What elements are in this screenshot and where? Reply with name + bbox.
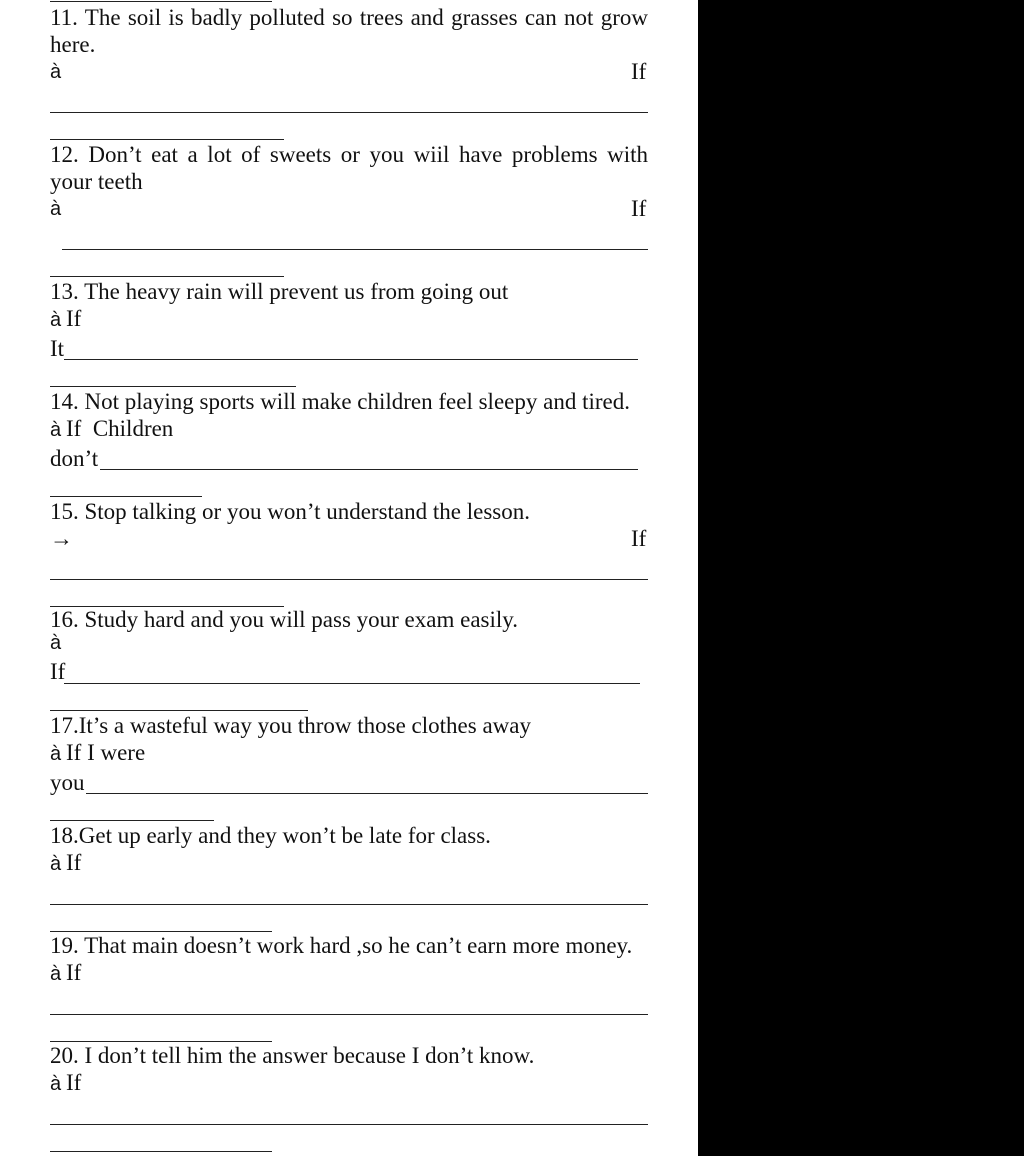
answer-line[interactable] — [50, 139, 284, 140]
exercise-15-start: If — [631, 526, 647, 551]
exercise-13-start-continued: It — [50, 336, 65, 361]
exercise-20-prompt: 20. I don’t tell him the answer because I don’t know. — [50, 1043, 535, 1068]
exercise-16-prompt: 16. Study hard and you will pass your exam easily. — [50, 607, 519, 632]
exercise-11-prompt: 11. The soil is badly polluted so trees and grasses can not grow here. — [50, 5, 648, 57]
exercise-20-start: If — [66, 1070, 82, 1095]
answer-line[interactable] — [50, 1151, 272, 1152]
exercise-12-prompt: 12. Don’t eat a lot of sweets or you wiil have problems with your teeth — [50, 142, 648, 194]
answer-line[interactable] — [50, 496, 202, 497]
answer-line[interactable] — [64, 359, 638, 360]
answer-line[interactable] — [50, 579, 648, 580]
arrow-icon: à — [50, 853, 62, 875]
answer-line[interactable] — [50, 276, 284, 277]
exercise-13-prompt: 13. The heavy rain will prevent us from going out — [50, 279, 509, 304]
exercise-19-prompt: 19. That main doesn’t work hard ,so he can’t earn more money. — [50, 933, 633, 958]
arrow-icon: à — [50, 632, 62, 654]
arrow-icon: à — [50, 963, 62, 985]
arrow-icon: à — [50, 1073, 62, 1095]
answer-line[interactable] — [100, 469, 638, 470]
arrow-icon: à — [50, 61, 62, 83]
answer-line[interactable] — [50, 386, 296, 387]
answer-line[interactable] — [50, 112, 648, 113]
answer-line[interactable] — [50, 904, 648, 905]
arrow-icon: à — [50, 198, 62, 220]
exercise-19-start: If — [66, 960, 82, 985]
exercise-17-start: If I were — [66, 740, 146, 765]
arrow-right-icon: → — [50, 526, 73, 551]
arrow-icon: à — [50, 309, 62, 331]
exercise-18-start: If — [66, 850, 82, 875]
exercise-14-start-continued: don’t — [50, 446, 99, 471]
exercise-12-start: If — [631, 196, 647, 221]
exercise-13-start: If — [66, 306, 82, 331]
answer-line — [50, 1, 272, 2]
exercise-17-prompt: 17.It’s a wasteful way you throw those clothes away — [50, 713, 531, 738]
arrow-icon: à — [50, 743, 62, 765]
answer-line[interactable] — [50, 710, 308, 711]
answer-line[interactable] — [86, 793, 648, 794]
answer-line[interactable] — [62, 249, 648, 250]
answer-line[interactable] — [50, 1014, 648, 1015]
exercise-14-start: If Children — [66, 416, 174, 441]
exercise-15-prompt: 15. Stop talking or you won’t understand the lesson. — [50, 499, 530, 524]
answer-line[interactable] — [50, 820, 214, 821]
answer-line[interactable] — [50, 1124, 648, 1125]
exercise-18-prompt: 18.Get up early and they won’t be late for class. — [50, 823, 491, 848]
black-margin — [698, 0, 1024, 1156]
exercise-11-start: If — [631, 59, 647, 84]
answer-line[interactable] — [64, 683, 640, 684]
arrow-icon: à — [50, 419, 62, 441]
exercise-16-start: If — [50, 659, 66, 684]
exercise-14-prompt: 14. Not playing sports will make children feel sleepy and tired. — [50, 389, 630, 414]
exercise-17-start-continued: you — [50, 770, 85, 795]
